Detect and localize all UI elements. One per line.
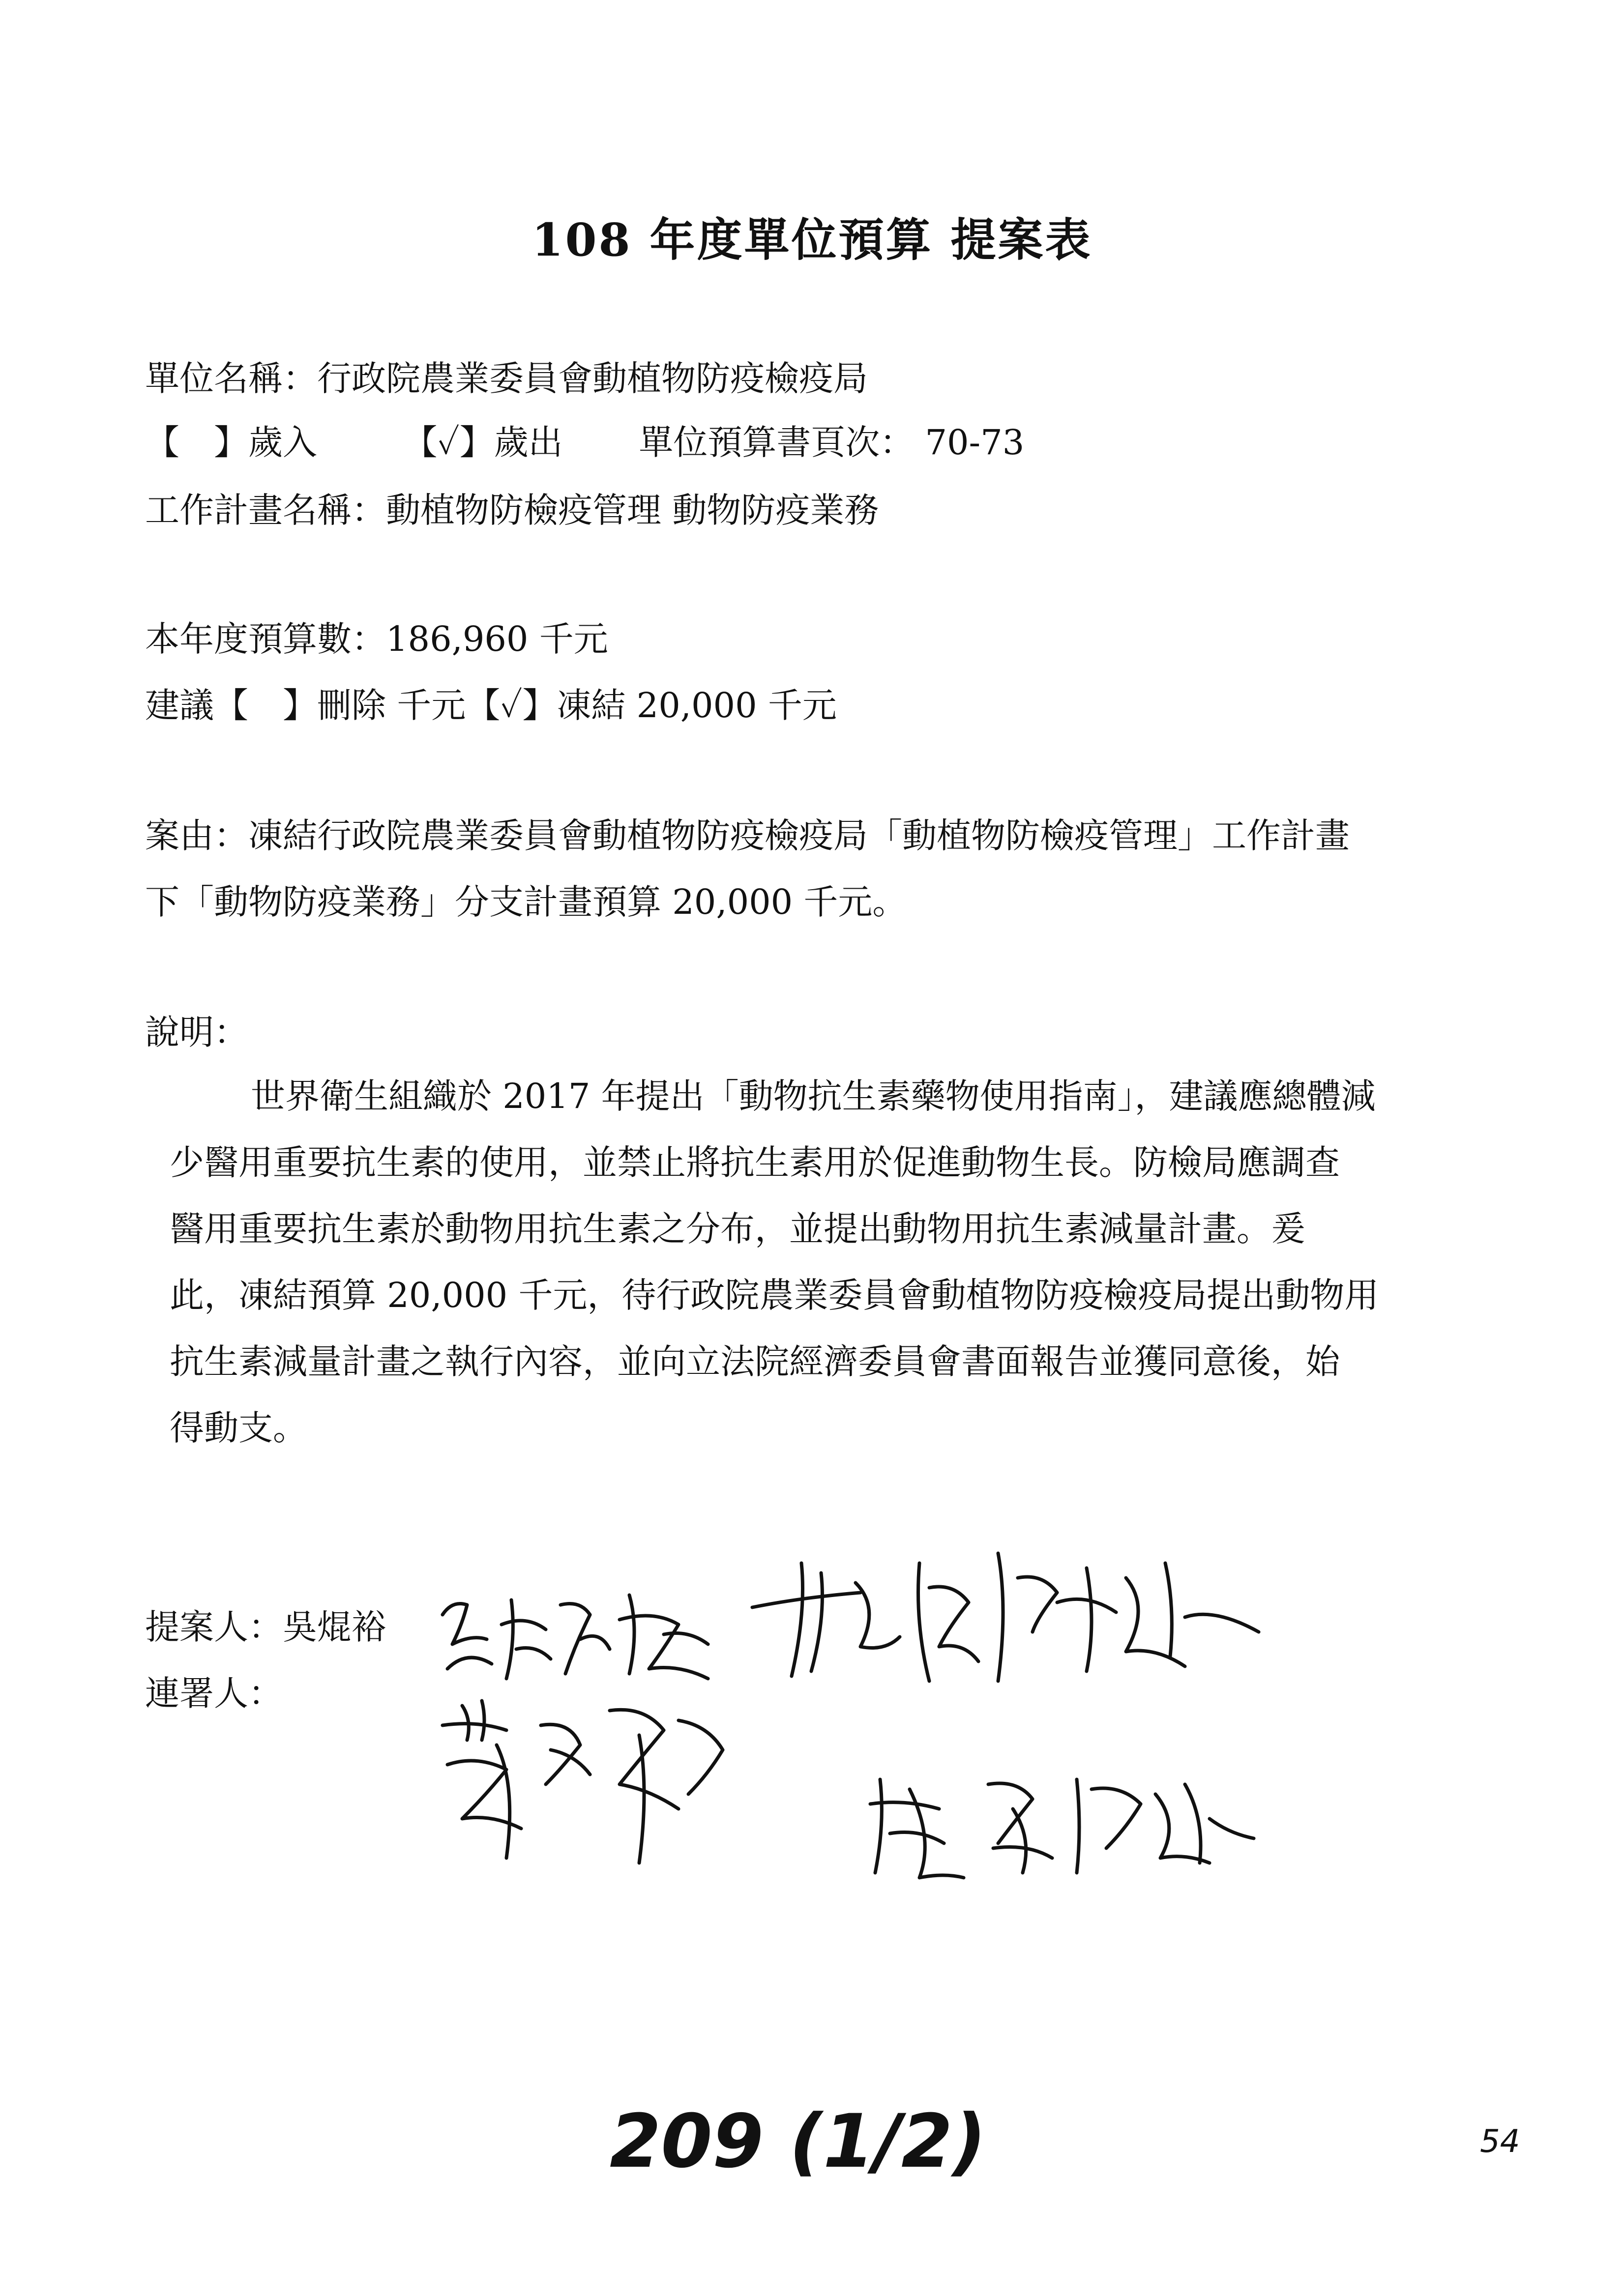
explanation-line: 少醫用重要抗生素的使用，並禁止將抗生素用於促進動物生長。防檢局應調查 xyxy=(170,1142,1340,1183)
delete-text: 刪除 千元 xyxy=(317,685,466,726)
plan-name-label: 工作計畫名稱： xyxy=(145,490,386,530)
case-line-2: 下「動物防疫業務」分支計畫預算 20,000 千元。 xyxy=(145,882,907,922)
page-ref-value: 70-73 xyxy=(925,422,1025,463)
unit-name-label: 單位名稱： xyxy=(145,358,317,399)
suggestion-row xyxy=(145,685,837,726)
cosigner-label: 連署人： xyxy=(145,1673,283,1714)
signature-4 xyxy=(865,1750,1269,1888)
plan-name-row xyxy=(145,490,879,530)
income-checkbox: 【 】 xyxy=(145,422,248,463)
expense-checkbox: 【✓】 xyxy=(403,422,494,463)
explanation-line: 醫用重要抗生素於動物用抗生素之分布，並提出動物用抗生素減量計畫。爰 xyxy=(170,1209,1305,1249)
freeze-text: 凍結 20,000 千元 xyxy=(557,685,837,726)
expense-label: 歲出 xyxy=(494,422,563,463)
signature-1 xyxy=(433,1570,738,1698)
explanation-line: 得動支。 xyxy=(170,1408,307,1448)
unit-name-row xyxy=(145,358,868,399)
budget-amount-value: 186,960 千元 xyxy=(386,619,608,659)
proposer-label: 提案人： xyxy=(145,1607,283,1647)
proposer-name: 吳焜裕 xyxy=(283,1607,386,1647)
page-title: 108 年度單位預算 提案表 xyxy=(531,213,1093,266)
suggestion-prefix: 建議 xyxy=(145,685,214,726)
budget-type-row xyxy=(145,422,1025,463)
page-ref-label: 單位預算書頁次： xyxy=(639,422,915,463)
signature-2 xyxy=(742,1534,1283,1696)
handwritten-stamp-number: 209 (1/2) xyxy=(610,2099,986,2184)
budget-amount-label: 本年度預算數： xyxy=(145,619,386,659)
explanation-line: 抗生素減量計畫之執行內容，並向立法院經濟委員會書面報告並獲同意後，始 xyxy=(170,1341,1340,1382)
case-line-1: 案由：凍結行政院農業委員會動植物防疫檢疫局「動植物防檢疫管理」工作計畫 xyxy=(145,815,1350,856)
explanation-line: 世界衛生組織於 2017 年提出「動物抗生素藥物使用指南」，建議應總體減 xyxy=(251,1076,1376,1116)
plan-name-value: 動植物防檢疫管理 動物防疫業務 xyxy=(386,490,879,530)
proposer-row xyxy=(145,1607,386,1647)
explanation-line: 此，凍結預算 20,000 千元，待行政院農業委員會動植物防疫檢疫局提出動物用 xyxy=(170,1275,1379,1315)
signature-3 xyxy=(433,1691,747,1878)
income-label: 歲入 xyxy=(248,422,317,463)
unit-name-value: 行政院農業委員會動植物防疫檢疫局 xyxy=(317,358,868,399)
freeze-checkbox: 【✓】 xyxy=(466,685,557,726)
explanation-label: 說明： xyxy=(145,1012,248,1052)
budget-amount-row xyxy=(145,619,608,659)
delete-checkbox: 【 】 xyxy=(214,685,317,726)
page-number: 54 xyxy=(1480,2123,1520,2160)
